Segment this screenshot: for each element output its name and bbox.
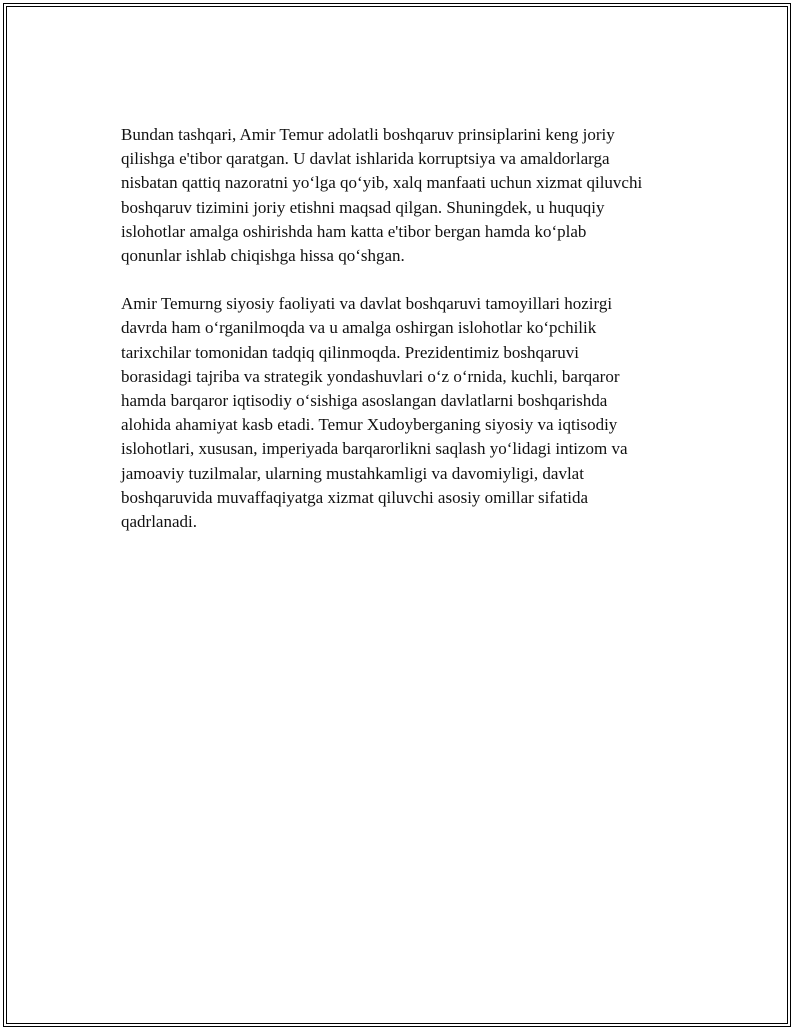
- paragraph-1: Bundan tashqari, Amir Temur adolatli boshqaruv prinsiplarini keng joriy qilishga e'tibor qaratgan. U davlat ishlarida korruptsiya va amaldorlarga nisbatan qattiq nazoratni yo‘lga qo‘yib, xalq manfaati uchun xizmat qiluvchi boshqaruv tizimini joriy etishni maqsad qilgan. Shuningdek, u huquqiy islohotlar amalga oshirishda ham katta e'tibor bergan hamda ko‘plab qonunlar ishlab chiqishga hissa qo‘shgan.: [121, 125, 643, 266]
- paragraph-2: Amir Temurng siyosiy faoliyati va davlat boshqaruvi tamoyillari hozirgi davrda ham o‘rganilmoqda va u amalga oshirgan islohotlar ko‘pchilik tarixchilar tomonidan tadqiq qilinmoqda. Prezidentimiz boshqaruvi borasidagi tajriba va strategik yondashuvlari o‘z o‘rnida, kuchli, barqaror hamda barqaror iqtisodiy o‘sishiga asoslangan davlatlarni boshqarishda alohida ahamiyat kasb etadi. Temur Xudoyberganing siyosiy va iqtisodiy islohotlari, xususan, imperiyada barqarorlikni saqlash yo‘lidagi intizom va jamoaviy tuzilmalar, ularning mustahkamligi va davomiyligi, davlat boshqaruvida muvaffaqiyatga xizmat qiluvchi asosiy omillar sifatida qadrlanadi.: [121, 294, 628, 532]
- document-body: [121, 123, 701, 558]
- document-page: [3, 3, 791, 1027]
